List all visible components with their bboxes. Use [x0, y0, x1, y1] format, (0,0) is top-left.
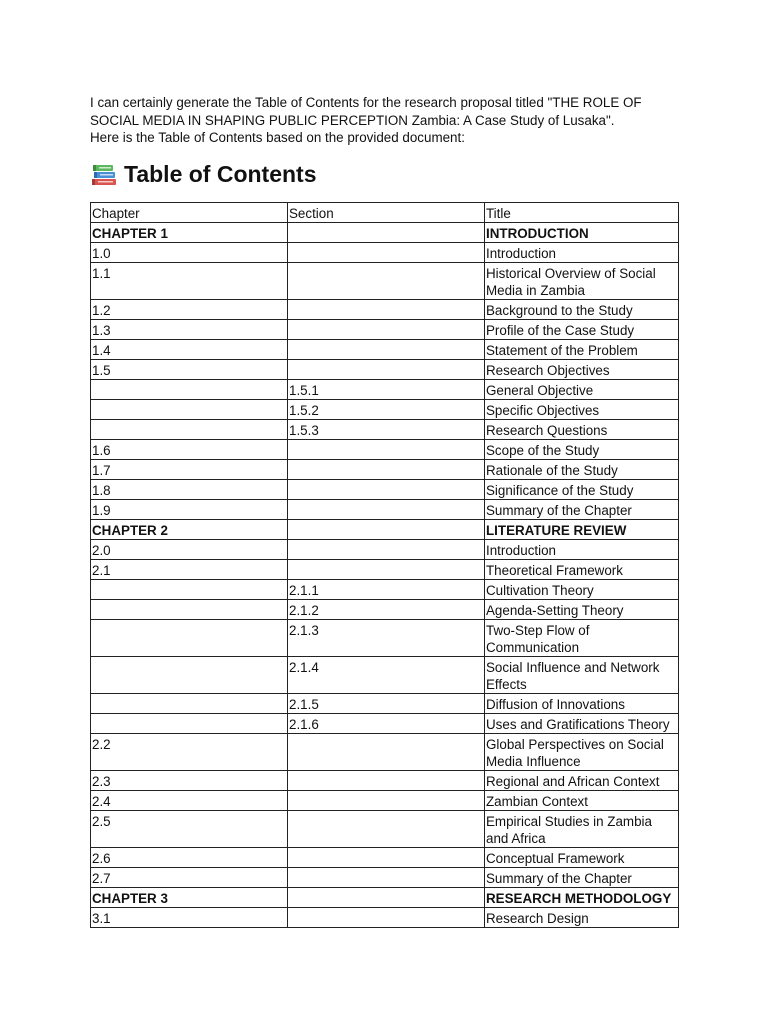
table-row	[91, 440, 679, 460]
title-cell: Conceptual Framework	[485, 848, 679, 868]
chapter-cell: 1.9	[91, 500, 288, 520]
title-cell: Summary of the Chapter	[485, 868, 679, 888]
chapter-cell	[91, 600, 288, 620]
chapter-cell: 2.4	[91, 791, 288, 811]
intro-line-2: SOCIAL MEDIA IN SHAPING PUBLIC PERCEPTION Zambia: A Case Study of Lusaka".	[90, 112, 615, 128]
section-cell	[288, 440, 485, 460]
table-row	[91, 520, 679, 540]
chapter-cell	[91, 580, 288, 600]
chapter-cell	[91, 380, 288, 400]
chapter-cell: 2.3	[91, 771, 288, 791]
section-cell: 2.1.3	[288, 620, 485, 657]
section-cell	[288, 560, 485, 580]
table-row	[91, 380, 679, 400]
title-cell: Summary of the Chapter	[485, 500, 679, 520]
section-cell	[288, 263, 485, 300]
chapter-cell	[91, 657, 288, 694]
intro-line-3: Here is the Table of Contents based on the provided document:	[90, 130, 465, 145]
table-row	[91, 888, 679, 908]
table-row	[91, 540, 679, 560]
table-row	[91, 320, 679, 340]
section-cell	[288, 734, 485, 771]
chapter-cell: 1.6	[91, 440, 288, 460]
section-cell	[288, 771, 485, 791]
table-row	[91, 560, 679, 580]
section-cell	[288, 811, 485, 848]
chapter-cell: 2.6	[91, 848, 288, 868]
section-cell	[288, 868, 485, 888]
section-cell: 1.5.3	[288, 420, 485, 440]
section-cell: 2.1.5	[288, 694, 485, 714]
title-cell: Diffusion of Innovations	[485, 694, 679, 714]
table-row	[91, 734, 679, 771]
chapter-cell	[91, 620, 288, 657]
chapter-cell: 2.2	[91, 734, 288, 771]
title-cell: LITERATURE REVIEW	[485, 520, 679, 540]
chapter-cell: 2.5	[91, 811, 288, 848]
chapter-cell: 1.3	[91, 320, 288, 340]
section-cell	[288, 540, 485, 560]
table-row	[91, 460, 679, 480]
toc-title: Table of Contents	[124, 161, 317, 187]
table-header-row	[91, 203, 679, 223]
chapter-cell: 1.7	[91, 460, 288, 480]
table-row	[91, 908, 679, 928]
chapter-cell: CHAPTER 1	[91, 223, 288, 243]
title-cell: Historical Overview of Social Media in Zambia	[485, 263, 679, 300]
chapter-cell	[91, 420, 288, 440]
table-row	[91, 791, 679, 811]
chapter-cell: 2.1	[91, 560, 288, 580]
chapter-cell	[91, 694, 288, 714]
title-cell: Research Objectives	[485, 360, 679, 380]
chapter-cell: 1.5	[91, 360, 288, 380]
table-row	[91, 360, 679, 380]
intro-paragraph	[90, 94, 690, 147]
header-title: Title	[485, 203, 679, 223]
title-cell: Regional and African Context	[485, 771, 679, 791]
section-cell	[288, 300, 485, 320]
table-row	[91, 657, 679, 694]
table-row	[91, 223, 679, 243]
title-cell: Theoretical Framework	[485, 560, 679, 580]
chapter-cell	[91, 714, 288, 734]
title-cell: Scope of the Study	[485, 440, 679, 460]
title-cell: Global Perspectives on Social Media Influence	[485, 734, 679, 771]
table-row	[91, 868, 679, 888]
table-row	[91, 771, 679, 791]
chapter-cell: 1.2	[91, 300, 288, 320]
section-cell	[288, 480, 485, 500]
toc-table	[90, 202, 679, 928]
books-icon	[90, 161, 118, 187]
table-row	[91, 620, 679, 657]
chapter-cell: 1.1	[91, 263, 288, 300]
chapter-cell: 2.0	[91, 540, 288, 560]
section-cell	[288, 888, 485, 908]
section-cell	[288, 340, 485, 360]
title-cell: Research Questions	[485, 420, 679, 440]
title-cell: Introduction	[485, 540, 679, 560]
section-cell	[288, 848, 485, 868]
section-cell: 2.1.6	[288, 714, 485, 734]
title-cell: Rationale of the Study	[485, 460, 679, 480]
section-cell	[288, 360, 485, 380]
chapter-cell: 1.4	[91, 340, 288, 360]
table-row	[91, 340, 679, 360]
chapter-cell: CHAPTER 2	[91, 520, 288, 540]
title-cell: RESEARCH METHODOLOGY	[485, 888, 679, 908]
title-cell: Profile of the Case Study	[485, 320, 679, 340]
chapter-cell: 1.8	[91, 480, 288, 500]
chapter-cell: 2.7	[91, 868, 288, 888]
table-row	[91, 600, 679, 620]
chapter-cell: 1.0	[91, 243, 288, 263]
title-cell: Uses and Gratifications Theory	[485, 714, 679, 734]
section-cell	[288, 500, 485, 520]
table-row	[91, 500, 679, 520]
intro-line-1: I can certainly generate the Table of Contents for the research proposal titled "THE ROLE OF	[90, 95, 642, 110]
section-cell: 1.5.2	[288, 400, 485, 420]
header-section: Section	[288, 203, 485, 223]
table-row	[91, 714, 679, 734]
title-cell: Two-Step Flow of Communication	[485, 620, 679, 657]
title-cell: Specific Objectives	[485, 400, 679, 420]
title-cell: Statement of the Problem	[485, 340, 679, 360]
section-cell	[288, 460, 485, 480]
title-cell: Significance of the Study	[485, 480, 679, 500]
table-row	[91, 420, 679, 440]
chapter-cell	[91, 400, 288, 420]
section-cell	[288, 791, 485, 811]
table-row	[91, 243, 679, 263]
title-cell: General Objective	[485, 380, 679, 400]
section-cell	[288, 243, 485, 263]
title-cell: Empirical Studies in Zambia and Africa	[485, 811, 679, 848]
title-cell: Research Design	[485, 908, 679, 928]
title-cell: Background to the Study	[485, 300, 679, 320]
chapter-cell: CHAPTER 3	[91, 888, 288, 908]
section-cell: 2.1.4	[288, 657, 485, 694]
table-row	[91, 300, 679, 320]
toc-heading	[90, 158, 317, 190]
table-row	[91, 848, 679, 868]
title-cell: INTRODUCTION	[485, 223, 679, 243]
title-cell: Cultivation Theory	[485, 580, 679, 600]
section-cell	[288, 223, 485, 243]
section-cell	[288, 908, 485, 928]
table-row	[91, 811, 679, 848]
title-cell: Zambian Context	[485, 791, 679, 811]
section-cell	[288, 520, 485, 540]
title-cell: Introduction	[485, 243, 679, 263]
section-cell: 2.1.1	[288, 580, 485, 600]
section-cell: 2.1.2	[288, 600, 485, 620]
header-chapter: Chapter	[91, 203, 288, 223]
title-cell: Social Influence and Network Effects	[485, 657, 679, 694]
table-row	[91, 694, 679, 714]
table-row	[91, 400, 679, 420]
chapter-cell: 3.1	[91, 908, 288, 928]
title-cell: Agenda-Setting Theory	[485, 600, 679, 620]
table-row	[91, 580, 679, 600]
section-cell	[288, 320, 485, 340]
section-cell: 1.5.1	[288, 380, 485, 400]
table-row	[91, 263, 679, 300]
table-row	[91, 480, 679, 500]
